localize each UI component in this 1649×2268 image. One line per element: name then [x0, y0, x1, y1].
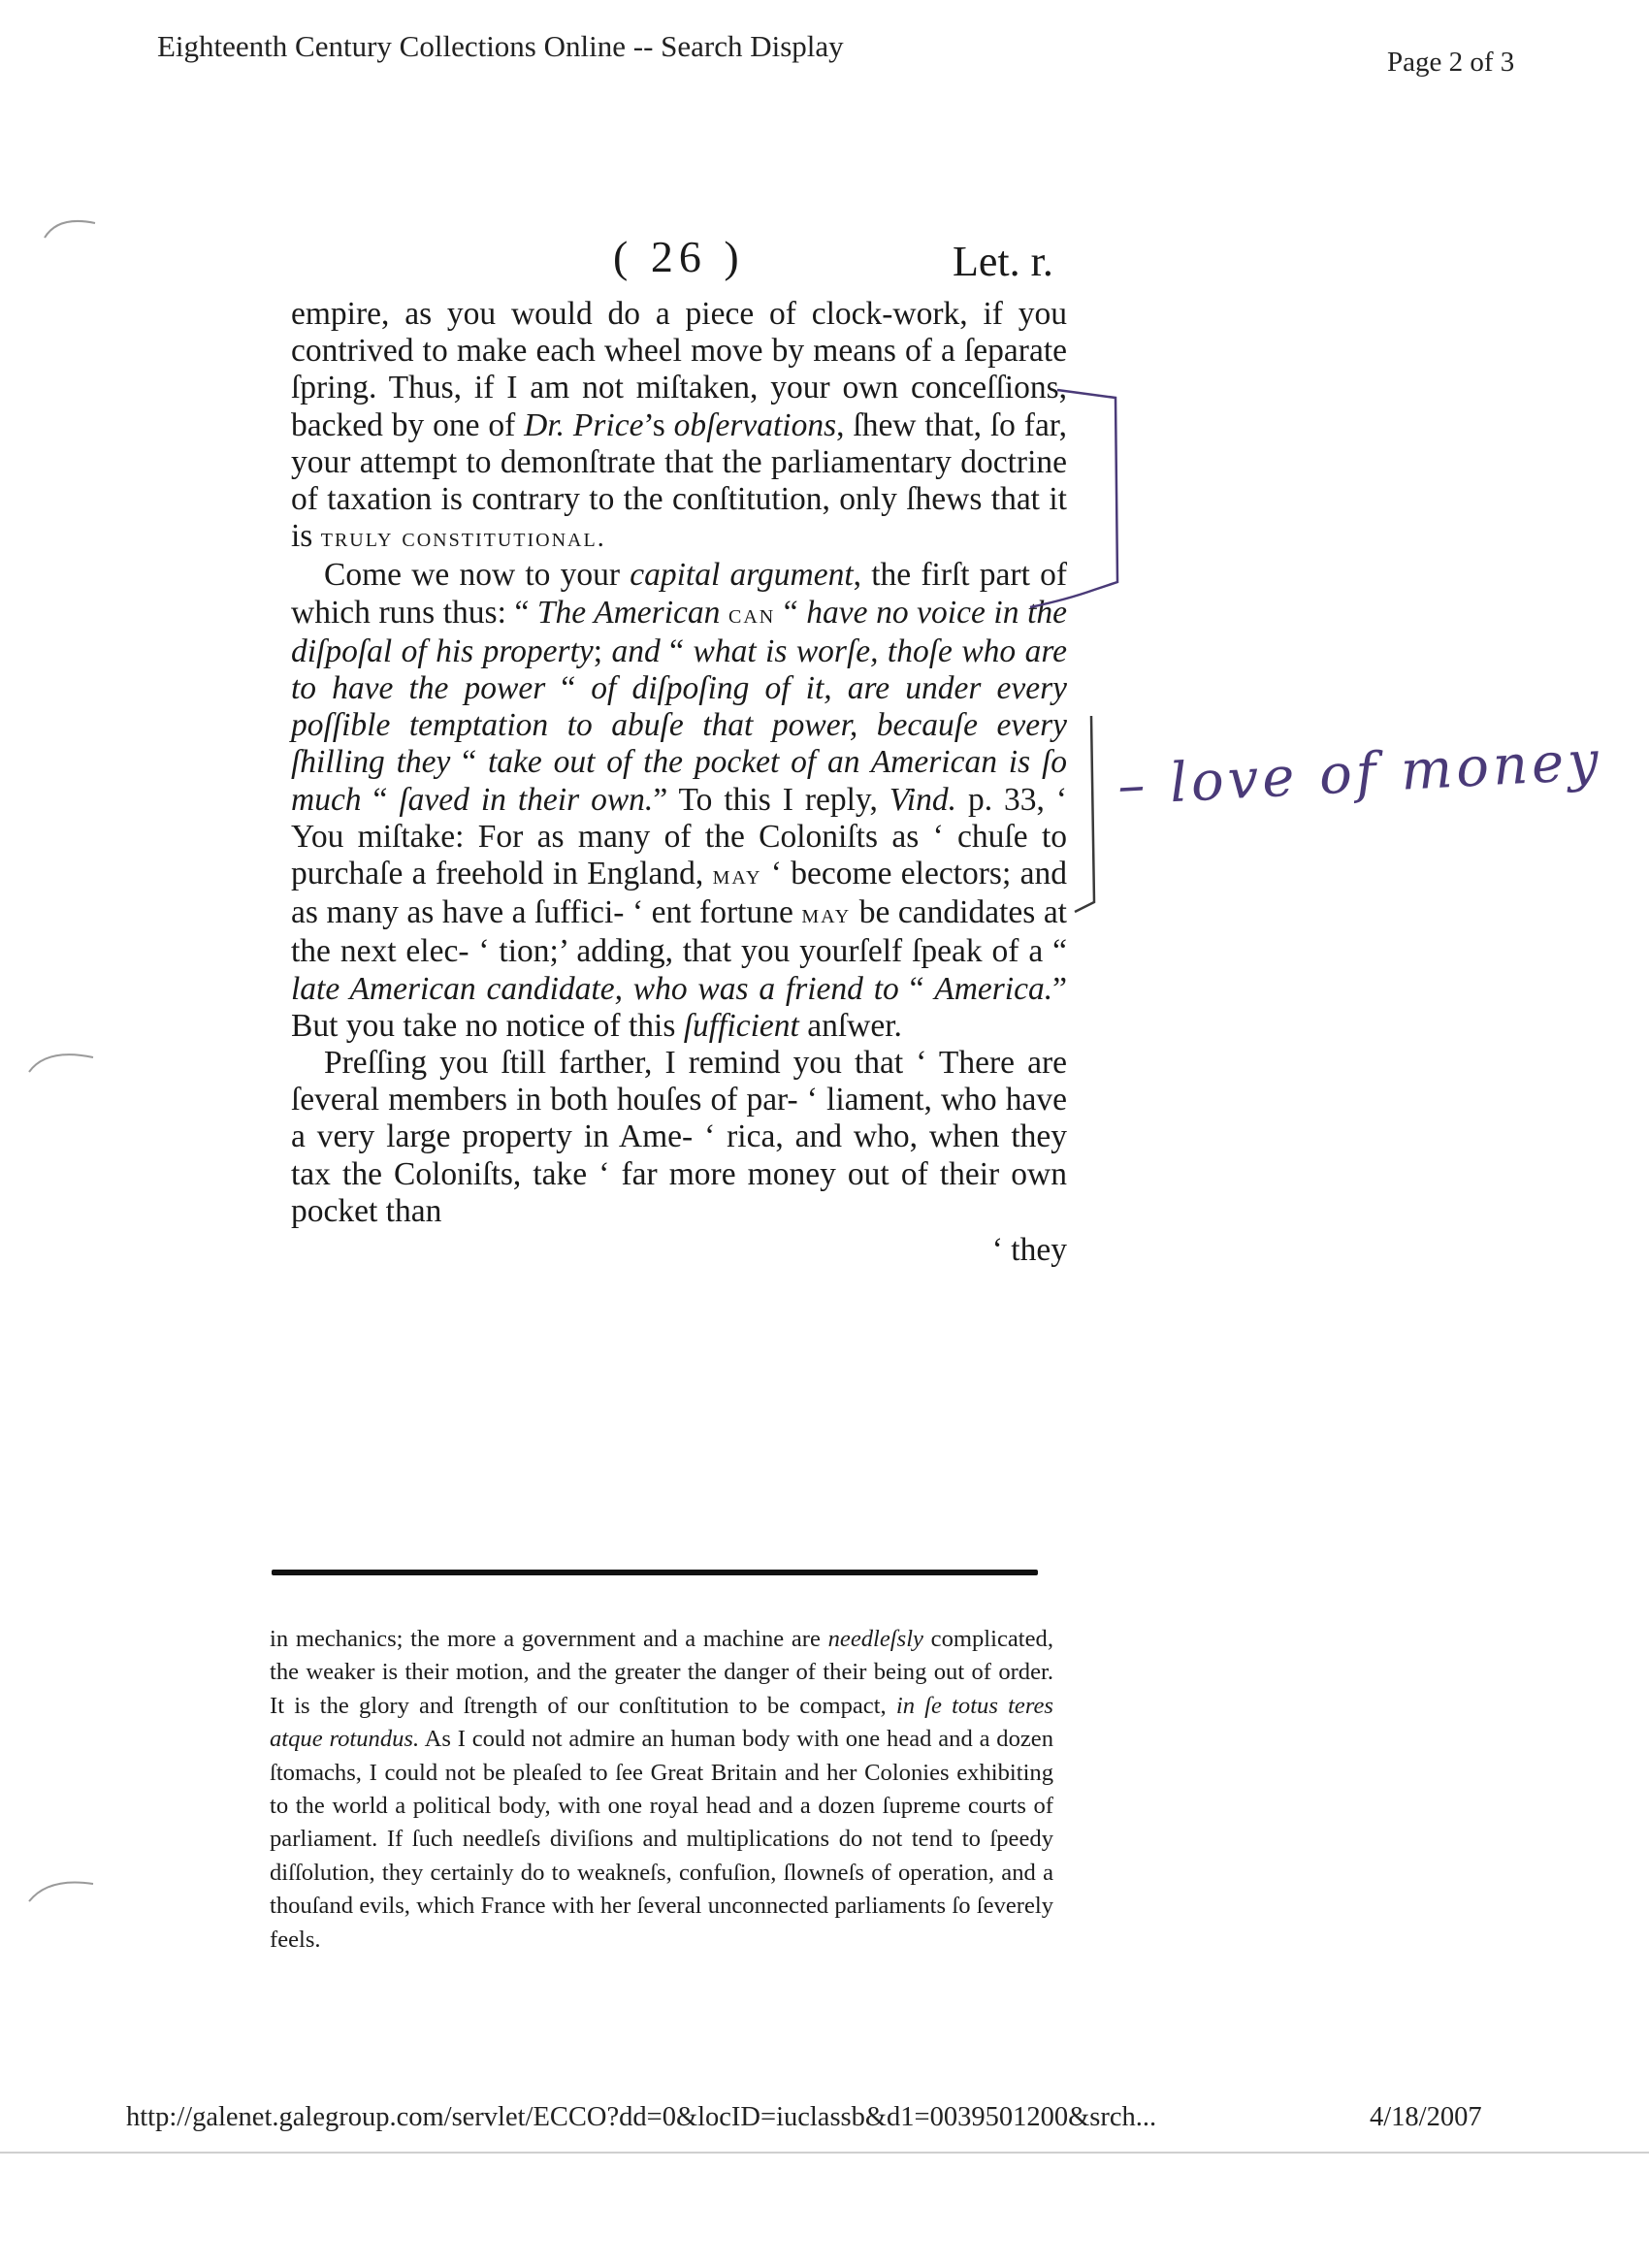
source-url: http://galenet.galegroup.com/servlet/ECCO?dd=0&locID=iuclassb&d1=0039501200&srch... [126, 2102, 1157, 2132]
running-head: Let. r. [953, 238, 1053, 285]
catchword: ‘ they [991, 1232, 1067, 1269]
page-indicator: Page 2 of 3 [1387, 47, 1515, 78]
punch-hole-mark [29, 1882, 93, 1901]
scan-page-number: ( 26 ) [613, 232, 745, 281]
margin-bracket-upper [1030, 390, 1117, 607]
print-date: 4/18/2007 [1370, 2102, 1482, 2132]
paragraph: empire, as you would do a piece of clock-work, if you contrived to make each wheel move by means of a ſeparate ſpring. Thus, if I am not miſtaken, your own conceſſions, backed by one of Dr. Price’s obſervations, ſhew that, ſo far, your attempt to demonſtrate that the parliamentary doctrine of taxation is contrary to the conſtitution, only ſhews that it is truly constitutional. [291, 296, 1067, 555]
footer-divider [0, 2152, 1649, 2154]
margin-bracket-lower [1075, 716, 1094, 912]
punch-hole-mark [29, 1054, 93, 1072]
paragraph: Preſſing you ſtill farther, I remind you that ‘ There are ſeveral members in both houſes of par- ‘ liament, who have a very large property in Ame- ‘ rica, and who, when they tax the Coloniſts, take ‘ far more money out of their own pocket than [291, 1045, 1067, 1229]
footnote-text: in mechanics; the more a government and a machine are needleſsly complicated, the weaker is their motion, and the greater the danger of their being out of order. It is the glory and ſtrength of our conſtitution to be compact, in ſe totus teres atque rotundus. As I could not admire an human body with one head and a dozen ſtomachs, I could not be pleaſed to ſee Great Britain and her Colonies exhibiting to the world a political body, with one royal head and a dozen ſupreme courts of parliament. If ſuch needleſs diviſions and multiplications do not tend to ſpeedy diſſolution, they certainly do to weakneſs, confuſion, ſlowneſs of operation, and a thouſand evils, which France with her ſeveral unconnected parliaments ſo ſeverely feels. [270, 1626, 1054, 1953]
paragraph: Come we now to your capital argument, the firſt part of which runs thus: “ The American can “ have no voice in the diſpoſal of his property; and “ what is worſe, thoſe who are to have the power “ of diſpoſing of it, are under every poſſible temptation to abuſe that power, becauſe every ſhilling they “ take out of the pocket of an American is ſo much “ ſaved in their own.” To this I reply, Vind. p. 33, ‘ You miſtake: For as many of the Coloniſts as ‘ chuſe to purchaſe a freehold in England, may ‘ become electors; and as many as have a ſuffici- ‘ ent fortune may be candidates at the next elec- ‘ tion;’ adding, that you yourſelf ſpeak of a “ late American candidate, who was a friend to “ America.” But you take no notice of this ſufficient anſwer. [291, 557, 1068, 1044]
punch-hole-mark [45, 221, 95, 238]
print-header-title: Eighteenth Century Collections Online -- Search Display [157, 29, 844, 63]
handwritten-margin-note: – love of money [1116, 729, 1604, 819]
